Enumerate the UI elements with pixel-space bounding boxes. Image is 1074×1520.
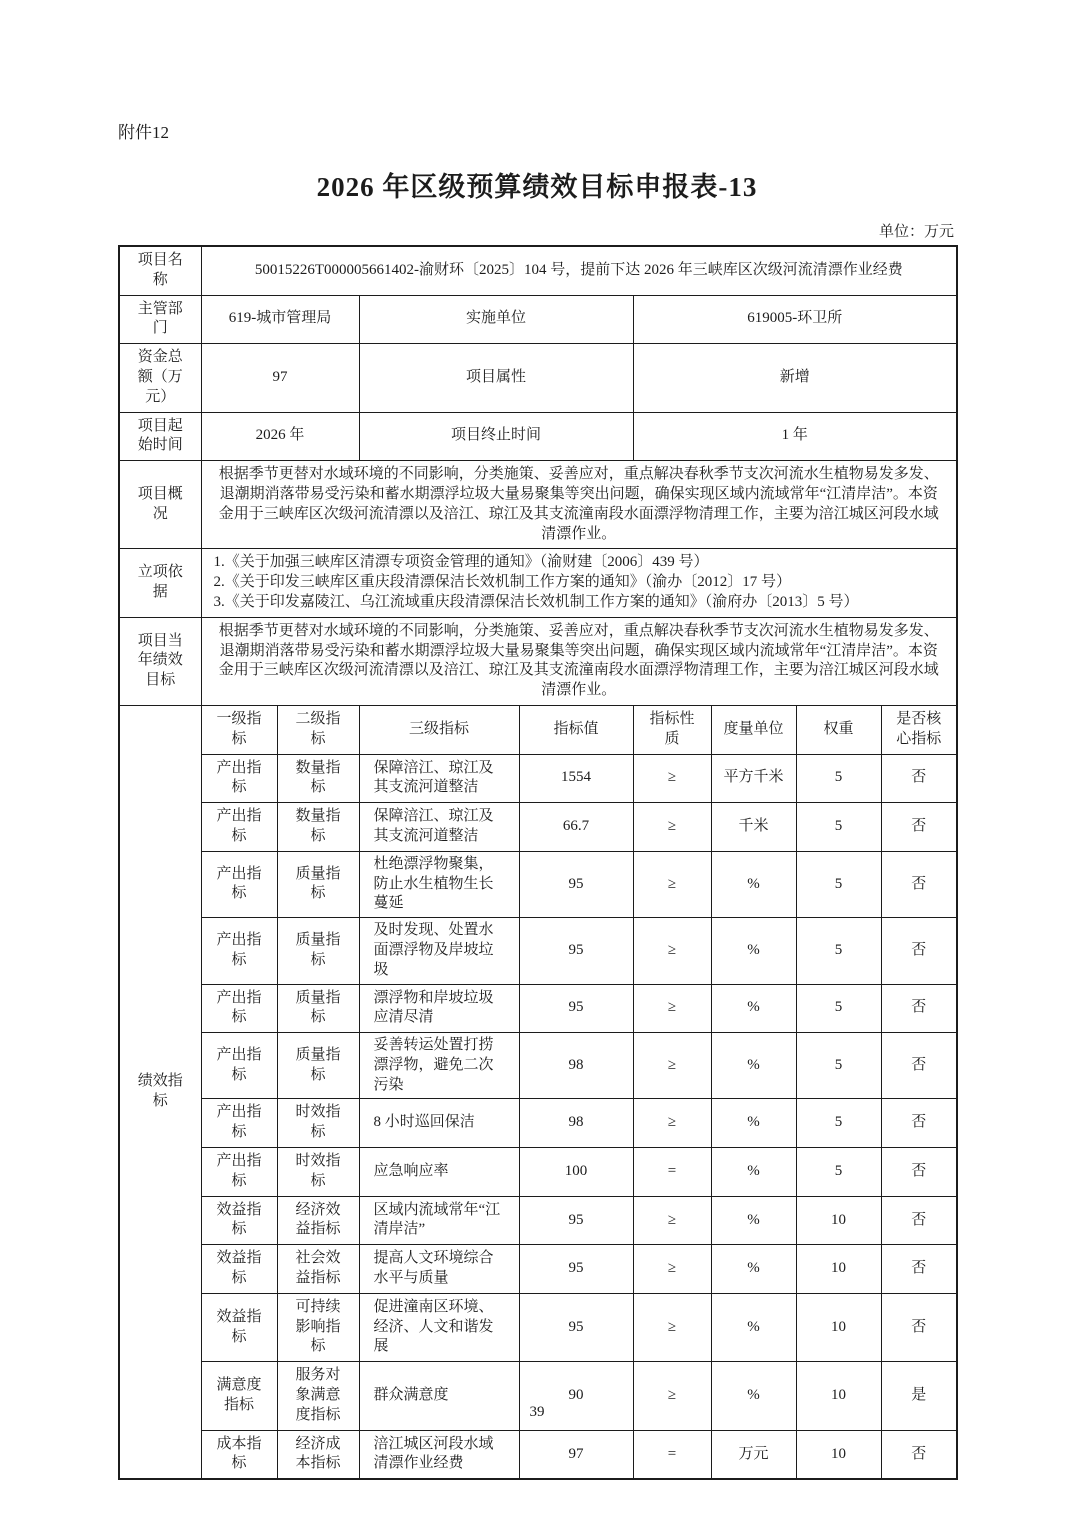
indicator-row: [119, 851, 957, 917]
header-nature: 指标性质: [633, 705, 711, 754]
cell-unit: %: [711, 1293, 796, 1361]
cell-unit: %: [711, 1148, 796, 1197]
cell-level3: 保障涪江、琼江及其支流河道整洁: [359, 754, 519, 803]
cell-value: 95: [519, 1245, 633, 1294]
cell-weight: 5: [796, 1033, 881, 1099]
cell-unit: %: [711, 1033, 796, 1099]
cell-nature: =: [633, 1430, 711, 1479]
cell-level2: 时效指标: [277, 1099, 359, 1148]
indicator-row: [119, 803, 957, 852]
indicator-row: [119, 1148, 957, 1197]
cell-unit: %: [711, 851, 796, 917]
indicator-row: [119, 1245, 957, 1294]
cell-unit: %: [711, 1196, 796, 1245]
basis-line-2: 2.《关于印发三峡库区重庆段清漂保洁长效机制工作方案的通知》（渝办〔2012〕17 号）: [213, 574, 792, 591]
cell-weight: 5: [796, 918, 881, 984]
cell-core: 否: [881, 1033, 957, 1099]
header-unit: 度量单位: [711, 705, 796, 754]
cell-core: 否: [881, 1099, 957, 1148]
cell-core: 否: [881, 803, 957, 852]
basis-label: 立项依据: [119, 549, 201, 617]
cell-value: 98: [519, 1099, 633, 1148]
cell-level3: 群众满意度: [359, 1362, 519, 1430]
indicator-row: [119, 1430, 957, 1479]
header-level2: 二级指标: [277, 705, 359, 754]
indicator-row: [119, 754, 957, 803]
unit-note: 单位：万元: [878, 224, 954, 240]
cell-nature: ≥: [633, 1033, 711, 1099]
cell-level1: 产出指标: [201, 984, 277, 1033]
cell-level3: 促进潼南区环境、经济、人文和谐发展: [359, 1293, 519, 1361]
cell-nature: ≥: [633, 754, 711, 803]
cell-unit: 平方千米: [711, 754, 796, 803]
basis-line-3: 3.《关于印发嘉陵江、乌江流域重庆段清漂保洁长效机制工作方案的通知》（渝府办〔2013〕5 号）: [213, 593, 859, 610]
cell-level1: 效益指标: [201, 1293, 277, 1361]
cell-nature: =: [633, 1148, 711, 1197]
cell-level1: 效益指标: [201, 1196, 277, 1245]
indicator-section-label: 绩效指标: [119, 705, 201, 1479]
start-time-value: 2026 年: [201, 412, 359, 461]
cell-level1: 产出指标: [201, 918, 277, 984]
annual-goal-value: 根据季节更替对水域环境的不同影响，分类施策、妥善应对，重点解决春秋季节支次河流水生植物易发多发、退潮期消落带易受污染和蓄水期漂浮垃圾大量易聚集等突出问题，确保实现区域内流域常年“江清岸洁”。本资金用于三峡库区次级河流清漂以及涪江、琼江及其支流潼南段水面漂浮物清理工作，主要为涪江城区河段水域清漂作业。: [201, 617, 957, 705]
cell-level1: 效益指标: [201, 1245, 277, 1294]
cell-core: 否: [881, 1245, 957, 1294]
cell-weight: 10: [796, 1430, 881, 1479]
cell-value: 100: [519, 1148, 633, 1197]
cell-level2: 数量指标: [277, 803, 359, 852]
cell-value: 90: [519, 1362, 633, 1430]
cell-nature: ≥: [633, 1293, 711, 1361]
cell-level3: 提高人文环境综合水平与质量: [359, 1245, 519, 1294]
cell-level2: 质量指标: [277, 1033, 359, 1099]
cell-value: 95: [519, 851, 633, 917]
row-overview: [119, 461, 957, 549]
cell-core: 否: [881, 984, 957, 1033]
end-time-label: 项目终止时间: [359, 412, 633, 461]
start-time-label: 项目起始时间: [119, 412, 201, 461]
cell-unit: %: [711, 1362, 796, 1430]
cell-level3: 保障涪江、琼江及其支流河道整洁: [359, 803, 519, 852]
cell-core: 否: [881, 754, 957, 803]
cell-level3: 涪江城区河段水域清漂作业经费: [359, 1430, 519, 1479]
cell-weight: 5: [796, 1148, 881, 1197]
overview-value: 根据季节更替对水域环境的不同影响，分类施策、妥善应对，重点解决春秋季节支次河流水生植物易发多发、退潮期消落带易受污染和蓄水期漂浮垃圾大量易聚集等突出问题，确保实现区域内流域常年“江清岸洁”。本资金用于三峡库区次级河流清漂以及涪江、琼江及其支流潼南段水面漂浮物清理工作，主要为涪江城区河段水域清漂作业。: [201, 461, 957, 549]
document-content: [118, 118, 956, 1480]
cell-value: 66.7: [519, 803, 633, 852]
cell-level2: 经济成本指标: [277, 1430, 359, 1479]
cell-level1: 产出指标: [201, 754, 277, 803]
cell-level1: 产出指标: [201, 851, 277, 917]
cell-level1: 产出指标: [201, 803, 277, 852]
cell-value: 95: [519, 1196, 633, 1245]
department-value: 619-城市管理局: [201, 295, 359, 344]
cell-value: 98: [519, 1033, 633, 1099]
department-label: 主管部门: [119, 295, 201, 344]
cell-core: 否: [881, 1196, 957, 1245]
cell-unit: 千米: [711, 803, 796, 852]
indicator-row: [119, 1099, 957, 1148]
cell-weight: 10: [796, 1245, 881, 1294]
overview-label: 项目概况: [119, 461, 201, 549]
cell-level2: 质量指标: [277, 918, 359, 984]
row-basis: [119, 549, 957, 617]
cell-unit: 万元: [711, 1430, 796, 1479]
performance-table: [118, 245, 958, 1480]
cell-unit: %: [711, 1099, 796, 1148]
indicator-row: [119, 1033, 957, 1099]
implement-unit-label: 实施单位: [359, 295, 633, 344]
cell-unit: %: [711, 918, 796, 984]
cell-core: 是: [881, 1362, 957, 1430]
cell-level1: 产出指标: [201, 1148, 277, 1197]
cell-level1: 满意度指标: [201, 1362, 277, 1430]
cell-unit: %: [711, 984, 796, 1033]
cell-level2: 服务对象满意度指标: [277, 1362, 359, 1430]
basis-value: [201, 549, 957, 617]
attachment-label: 附件12: [118, 123, 169, 142]
page-number: 39: [529, 1404, 545, 1420]
cell-value: 95: [519, 918, 633, 984]
cell-value: 97: [519, 1430, 633, 1479]
cell-level1: 成本指标: [201, 1430, 277, 1479]
cell-nature: ≥: [633, 918, 711, 984]
indicator-row: [119, 1196, 957, 1245]
cell-level2: 经济效益指标: [277, 1196, 359, 1245]
cell-level3: 及时发现、处置水面漂浮物及岸坡垃圾: [359, 918, 519, 984]
fund-total-label: 资金总额（万元）: [119, 344, 201, 412]
row-department: [119, 295, 957, 344]
cell-weight: 10: [796, 1293, 881, 1361]
cell-level3: 妥善转运处置打捞漂浮物，避免二次污染: [359, 1033, 519, 1099]
cell-level2: 数量指标: [277, 754, 359, 803]
cell-weight: 5: [796, 984, 881, 1033]
project-attribute-label: 项目属性: [359, 344, 633, 412]
cell-level2: 质量指标: [277, 851, 359, 917]
header-level1: 一级指标: [201, 705, 277, 754]
cell-level3: 区域内流域常年“江清岸洁”: [359, 1196, 519, 1245]
header-level3: 三级指标: [359, 705, 519, 754]
cell-level2: 时效指标: [277, 1148, 359, 1197]
cell-nature: ≥: [633, 851, 711, 917]
cell-weight: 10: [796, 1362, 881, 1430]
header-value: 指标值: [519, 705, 633, 754]
indicator-row: [119, 1293, 957, 1361]
cell-nature: ≥: [633, 1196, 711, 1245]
cell-nature: ≥: [633, 984, 711, 1033]
header-core: 是否核心指标: [881, 705, 957, 754]
cell-weight: 5: [796, 1099, 881, 1148]
cell-core: 否: [881, 1148, 957, 1197]
cell-core: 否: [881, 851, 957, 917]
project-name-value: 50015226T000005661402-渝财环〔2025〕104 号，提前下达 2026 年三峡库区次级河流清漂作业经费: [201, 246, 957, 295]
cell-core: 否: [881, 1430, 957, 1479]
cell-level2: 社会效益指标: [277, 1245, 359, 1294]
cell-value: 95: [519, 1293, 633, 1361]
cell-level3: 杜绝漂浮物聚集，防止水生植物生长蔓延: [359, 851, 519, 917]
cell-core: 否: [881, 1293, 957, 1361]
cell-nature: ≥: [633, 803, 711, 852]
row-annual-goal: [119, 617, 957, 705]
project-attribute-value: 新增: [633, 344, 957, 412]
cell-level2: 质量指标: [277, 984, 359, 1033]
cell-level1: 产出指标: [201, 1099, 277, 1148]
cell-level3: 8 小时巡回保洁: [359, 1099, 519, 1148]
cell-level1: 产出指标: [201, 1033, 277, 1099]
annual-goal-label: 项目当年绩效目标: [119, 617, 201, 705]
row-project-name: [119, 246, 957, 295]
cell-weight: 10: [796, 1196, 881, 1245]
cell-level3: 漂浮物和岸坡垃圾应清尽清: [359, 984, 519, 1033]
implement-unit-value: 619005-环卫所: [633, 295, 957, 344]
row-fund: [119, 344, 957, 412]
cell-unit: %: [711, 1245, 796, 1294]
cell-level2: 可持续影响指标: [277, 1293, 359, 1361]
indicator-row: [119, 984, 957, 1033]
cell-core: 否: [881, 918, 957, 984]
indicator-row: [119, 918, 957, 984]
cell-nature: ≥: [633, 1362, 711, 1430]
cell-level3: 应急响应率: [359, 1148, 519, 1197]
cell-weight: 5: [796, 754, 881, 803]
cell-weight: 5: [796, 851, 881, 917]
indicator-header-row: [119, 705, 957, 754]
basis-line-1: 1.《关于加强三峡库区清漂专项资金管理的通知》（渝财建〔2006〕439 号）: [213, 554, 709, 571]
fund-total-value: 97: [201, 344, 359, 412]
cell-value: 1554: [519, 754, 633, 803]
cell-weight: 5: [796, 803, 881, 852]
cell-value: 95: [519, 984, 633, 1033]
end-time-value: 1 年: [633, 412, 957, 461]
cell-nature: ≥: [633, 1245, 711, 1294]
cell-nature: ≥: [633, 1099, 711, 1148]
header-weight: 权重: [796, 705, 881, 754]
project-name-label: 项目名称: [119, 246, 201, 295]
row-time: [119, 412, 957, 461]
page-title: 2026 年区级预算绩效目标申报表-13: [316, 172, 758, 202]
